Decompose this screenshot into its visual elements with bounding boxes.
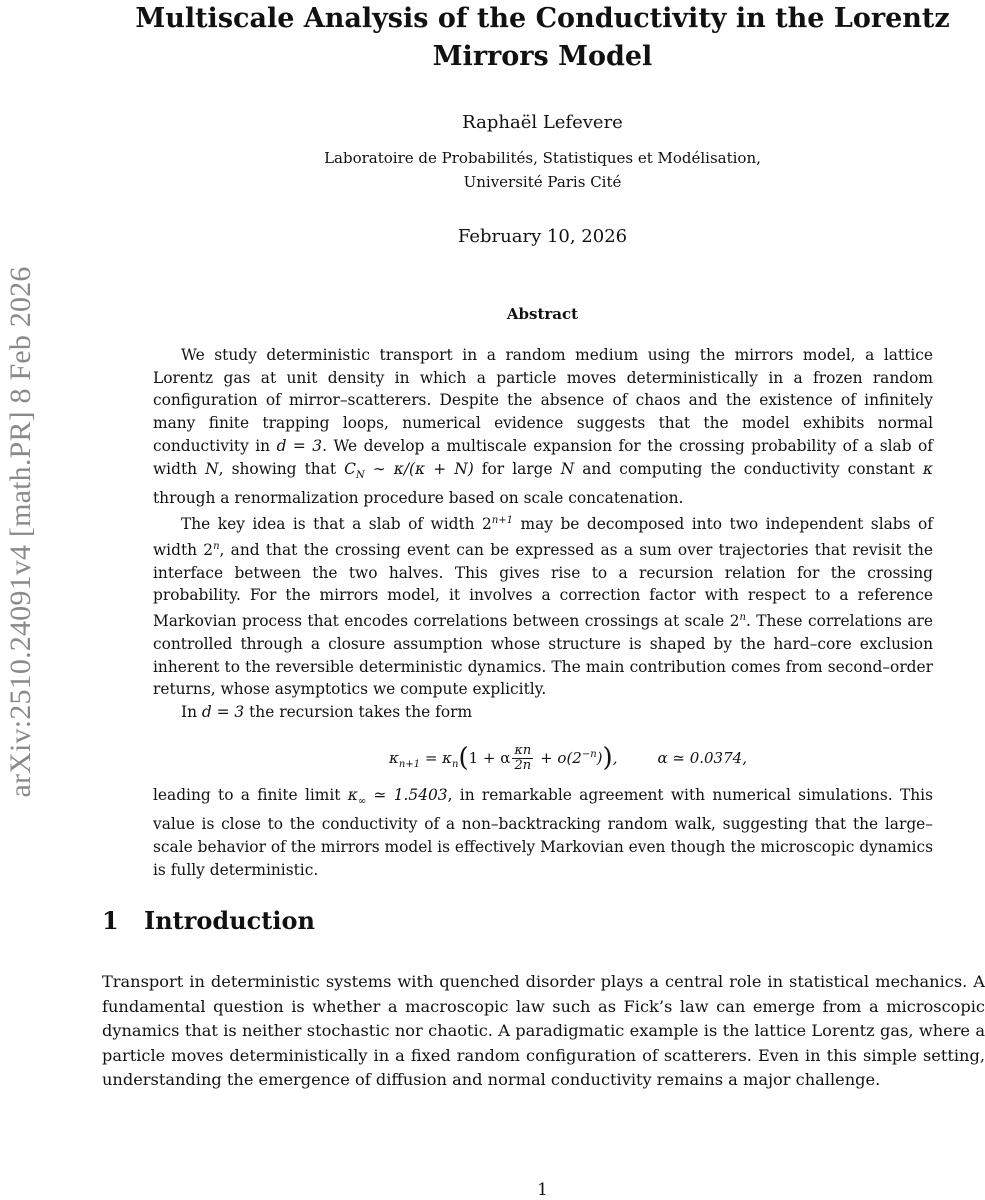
math-inline: $2^{n+1}$ [482, 515, 514, 534]
affiliation [100, 146, 985, 194]
affiliation-line-1: Laboratoire de Probabilités, Statistiques et Modélisation, [324, 149, 761, 167]
author-name: Raphaël Lefevere [462, 112, 623, 133]
math-inline: $\kappa_\infty$ ≃ 1.5403 [347, 785, 448, 807]
math-inline: N [560, 459, 575, 478]
section-title: Introduction [144, 906, 315, 935]
section-heading-introduction [102, 906, 315, 935]
section-number: 1 [102, 906, 119, 935]
paper-title: Multiscale Analysis of the Conductivity in the Lorentz Mirrors Model [135, 3, 950, 72]
publication-date: February 10, 2026 [457, 226, 628, 247]
math-inline: $C_N$ ∼ κ/(κ + N) [344, 459, 474, 481]
equation-fraction: $\frac{\kappa n}{2n}$ [514, 743, 532, 774]
math-inline: 2$^n$ [203, 540, 220, 559]
abstract-paragraph-3: In d = 3 the recursion takes the form [181, 703, 473, 721]
abstract-paragraph-1: We study deterministic transport in a random medium using the mirrors model, a lattice Lorentz gas at unit density in which a particle moves deterministically in a frozen random configuration of mirror–scatterers. Despite the absence of chaos and the existence of infinitely many finite trapping loops, numerical evidence suggests that the model exhibits normal conductivity in d = 3. We develop a multiscale expansion for the crossing probability of a slab of width N, showing that $C_N$ ∼ κ/(κ + N) for large N and computing the conductivity constant κ through a renormalization procedure based on scale concatenation. [153, 346, 933, 508]
affiliation-line-2: Université Paris Cité [463, 173, 622, 191]
abstract-body [153, 344, 933, 882]
abstract-heading: Abstract [506, 305, 579, 323]
arxiv-identifier-stamp: arXiv:2510.24091v4 [math.PR] 8 Feb 2026 [4, 266, 37, 798]
math-inline: 2$^n$ [729, 612, 746, 631]
introduction-paragraph: Transport in deterministic systems with quenched disorder plays a central role in statistical mechanics. A fundamental question is whether a macroscopic law such as Fick’s law can emerge from a microscopic dynamics that is neither stochastic nor chaotic. A paradigmatic example is the lattice Lorentz gas, where a particle moves deterministically in a fixed random configuration of scatterers. Even in this simple setting, understanding the emergence of diffusion and normal conductivity remains a major challenge. [102, 972, 985, 1090]
abstract-paragraph-4: leading to a finite limit $\kappa_\infty$ ≃ 1.5403, in remarkable agreement with numerical simulations. This value is close to the conductivity of a non–backtracking random walk, suggesting that the large–scale behavior of the mirrors model is effectively Markovian even though the microscopic dynamics is fully deterministic. [153, 785, 933, 879]
math-inline: κ [922, 459, 933, 478]
math-inline: N [205, 459, 219, 478]
math-inline: d = 3 [276, 436, 323, 455]
abstract-paragraph-2: The key idea is that a slab of width $2^{n+1}$ may be decomposed into two independent slabs of width 2$^n$, and that the crossing event can be expressed as a sum over trajectories that revisit the interface between the two halves. This gives rise to a recursion relation for the crossing probability. For the mirrors model, it involves a correction factor with respect to a reference Markovian process that encodes correlations between crossings at scale 2$^n$. These correlations are controlled through a closure assumption whose structure is shaped by the hard–core exclusion inherent to the reversible deterministic dynamics. The main contribution comes from second–order returns, whose asymptotics we compute explicitly. [153, 515, 933, 699]
page-number: 1 [537, 1180, 548, 1200]
math-inline: d = 3 [201, 703, 245, 721]
recursion-equation: $\kappa_{n+1} = \kappa_n(1 + \alpha$ $\frac{\kappa n}{2n}$ + $o(2^{-n})$), α ≃ 0.0374, [389, 742, 747, 774]
